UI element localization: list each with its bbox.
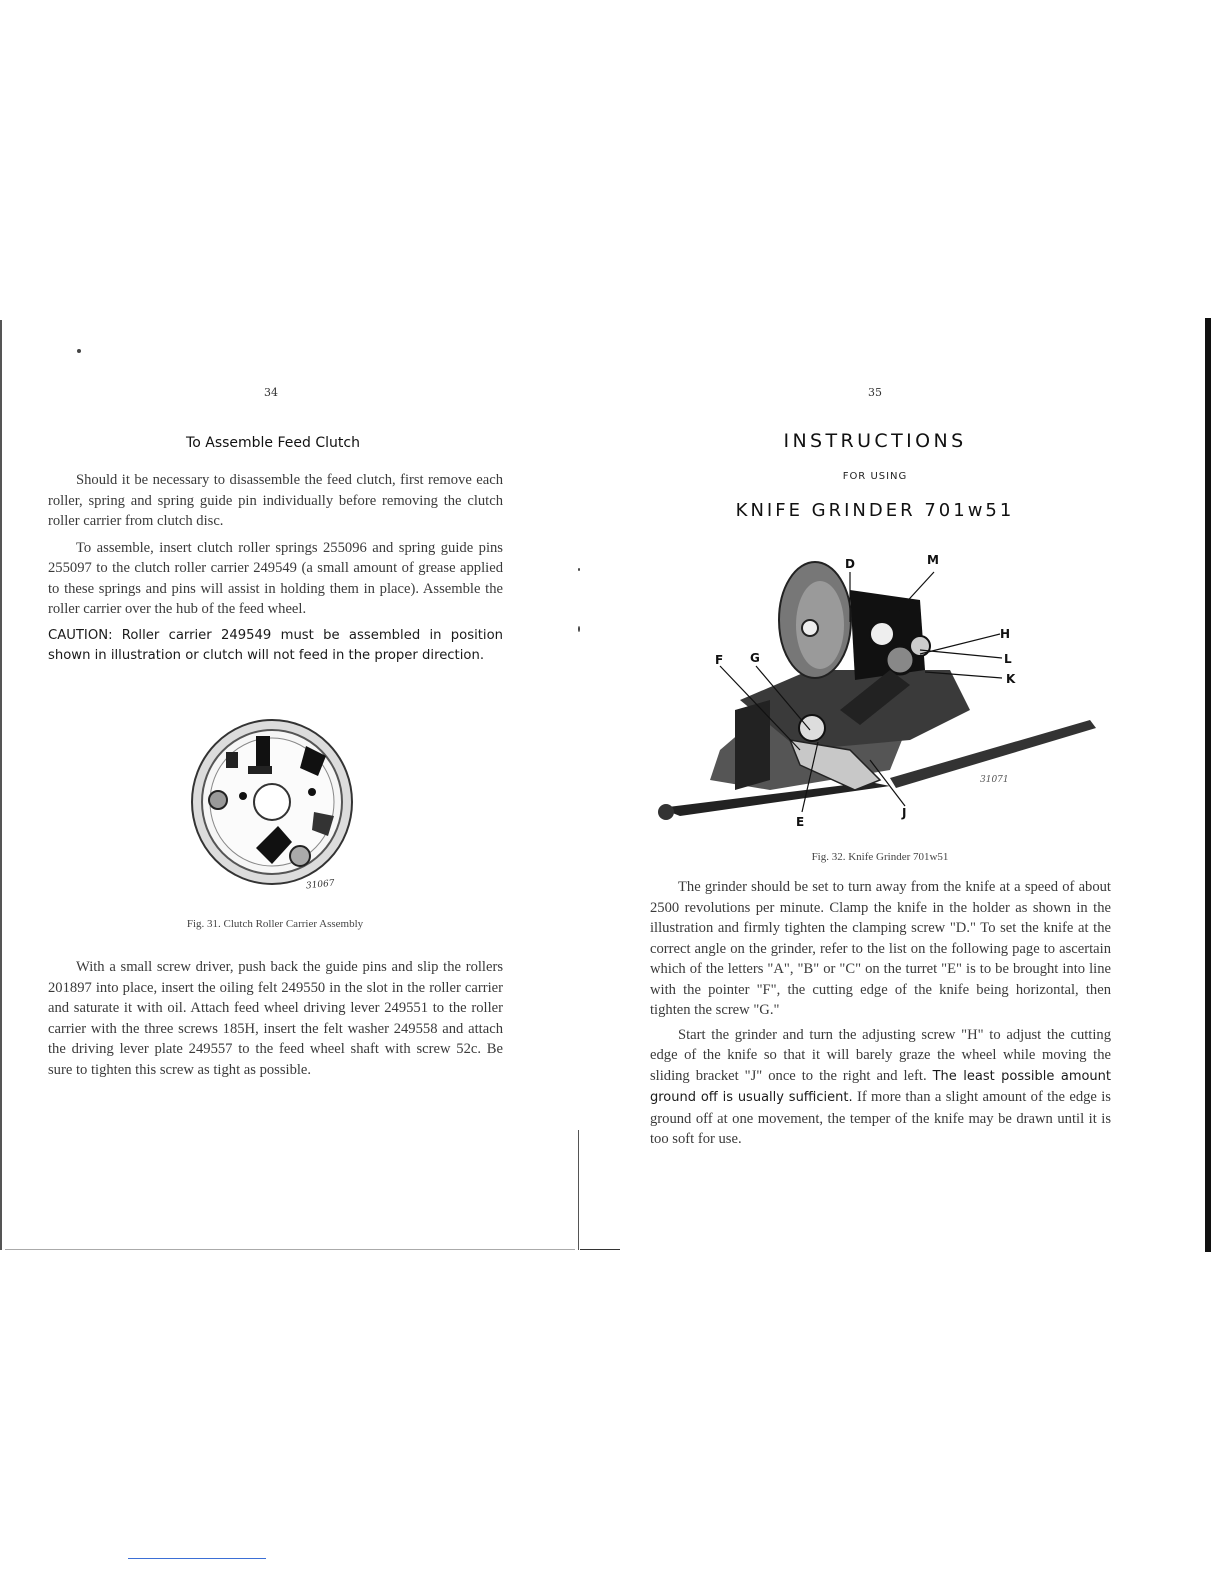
right-paragraph-1: The grinder should be set to turn away from the knife at a speed of about 2500 revolutions per minute. Clamp the knife in the holder as shown in the illustration and firmly tighten the clamping screw "D." To set the knife at the correct angle on the grinder, refer to the list on the following page to ascertain which of the letters "A", "B" or "C" on the turret "E" is to be brought into line with the pointer "F", the cutting edge of the knife being horizontal, then tighten the screw "G." (650, 879, 1111, 1018)
label-g: G (750, 651, 760, 665)
bottom-scan-line-right (580, 1249, 620, 1250)
label-l: L (1004, 652, 1012, 666)
caution-paragraph: CAUTION: Roller carrier 249549 must be assembled in position shown in illustration or clutch will not feed in the proper direction. (48, 627, 503, 663)
fig31-caption: Fig. 31. Clutch Roller Carrier Assembly (186, 918, 364, 930)
right-page-title: INSTRUCTIONS (783, 430, 967, 452)
left-page-number: 34 (264, 386, 278, 399)
left-text-block-2 (48, 957, 503, 1080)
right-page-subtitle: FOR USING (842, 471, 908, 482)
bottom-link-underline (128, 1558, 266, 1559)
fig31-code: 31067 (305, 878, 336, 892)
right-page-number: 35 (868, 386, 882, 399)
label-f: F (715, 653, 724, 667)
left-paragraph-2: To assemble, insert clutch roller springs 255096 and spring guide pins 255097 to the clutch roller carrier 249549 (a small amount of grease applied to these springs and pins will assist in holding them in place). Assemble the roller carrier over the hub of the feed wheel. (48, 539, 503, 617)
fig32-caption: Fig. 32. Knife Grinder 701w51 (811, 851, 949, 863)
right-paragraph-2-emphasis: The least possible amount ground off is usually sufficient. (650, 1068, 1112, 1105)
right-paragraph-2-start: Start the grinder and turn the adjusting screw "H" to adjust the cutting edge of the knife so that it will barely graze the wheel while moving the sliding bracket "J" once to the right and left. (650, 1026, 1111, 1084)
label-e: E (796, 815, 805, 829)
clutch-roller-carrier-illustration (188, 716, 356, 891)
right-text-block (650, 877, 1111, 1150)
right-paragraph-2-end: If more than a slight amount of the edge is ground off at one movement, the temper of the knife may be drawn until it is too soft for use. (650, 1089, 1111, 1147)
fig32-code: 31071 (980, 775, 1009, 785)
label-k: K (1006, 672, 1016, 686)
right-paragraph-2 (650, 1025, 1111, 1150)
left-paragraph-1: Should it be necessary to disassemble the feed clutch, first remove each roller, spring and spring guide pin individually before removing the clutch roller carrier from clutch disc. (48, 472, 503, 529)
label-j: J (902, 806, 907, 820)
left-scan-edge (0, 320, 2, 1250)
gutter-line (578, 1130, 579, 1250)
knife-grinder-illustration (650, 550, 1120, 830)
label-m: M (927, 553, 939, 567)
left-page-title: To Assemble Feed Clutch (186, 435, 360, 451)
bottom-scan-line-left (5, 1249, 575, 1250)
right-page-product: KNIFE GRINDER 701w51 (735, 500, 1015, 521)
right-scan-edge (1205, 318, 1211, 1252)
label-h: H (1000, 627, 1011, 641)
label-d: D (845, 557, 855, 571)
left-paragraph-3: With a small screw driver, push back the guide pins and slip the rollers 201897 into place, insert the oiling felt 249550 in the slot in the roller carrier and saturate it with oil. Attach feed wheel driving lever 249551 to the roller carrier with the three screws 185H, insert the felt washer 249558 and attach the driving lever plate 249557 to the feed wheel shaft with screw 52c. Be sure to tighten this screw as tight as possible. (48, 959, 503, 1078)
left-text-block-1 (48, 470, 503, 667)
scan-speck-3 (578, 626, 580, 632)
scan-speck (77, 349, 81, 353)
scan-speck-2 (578, 568, 580, 571)
